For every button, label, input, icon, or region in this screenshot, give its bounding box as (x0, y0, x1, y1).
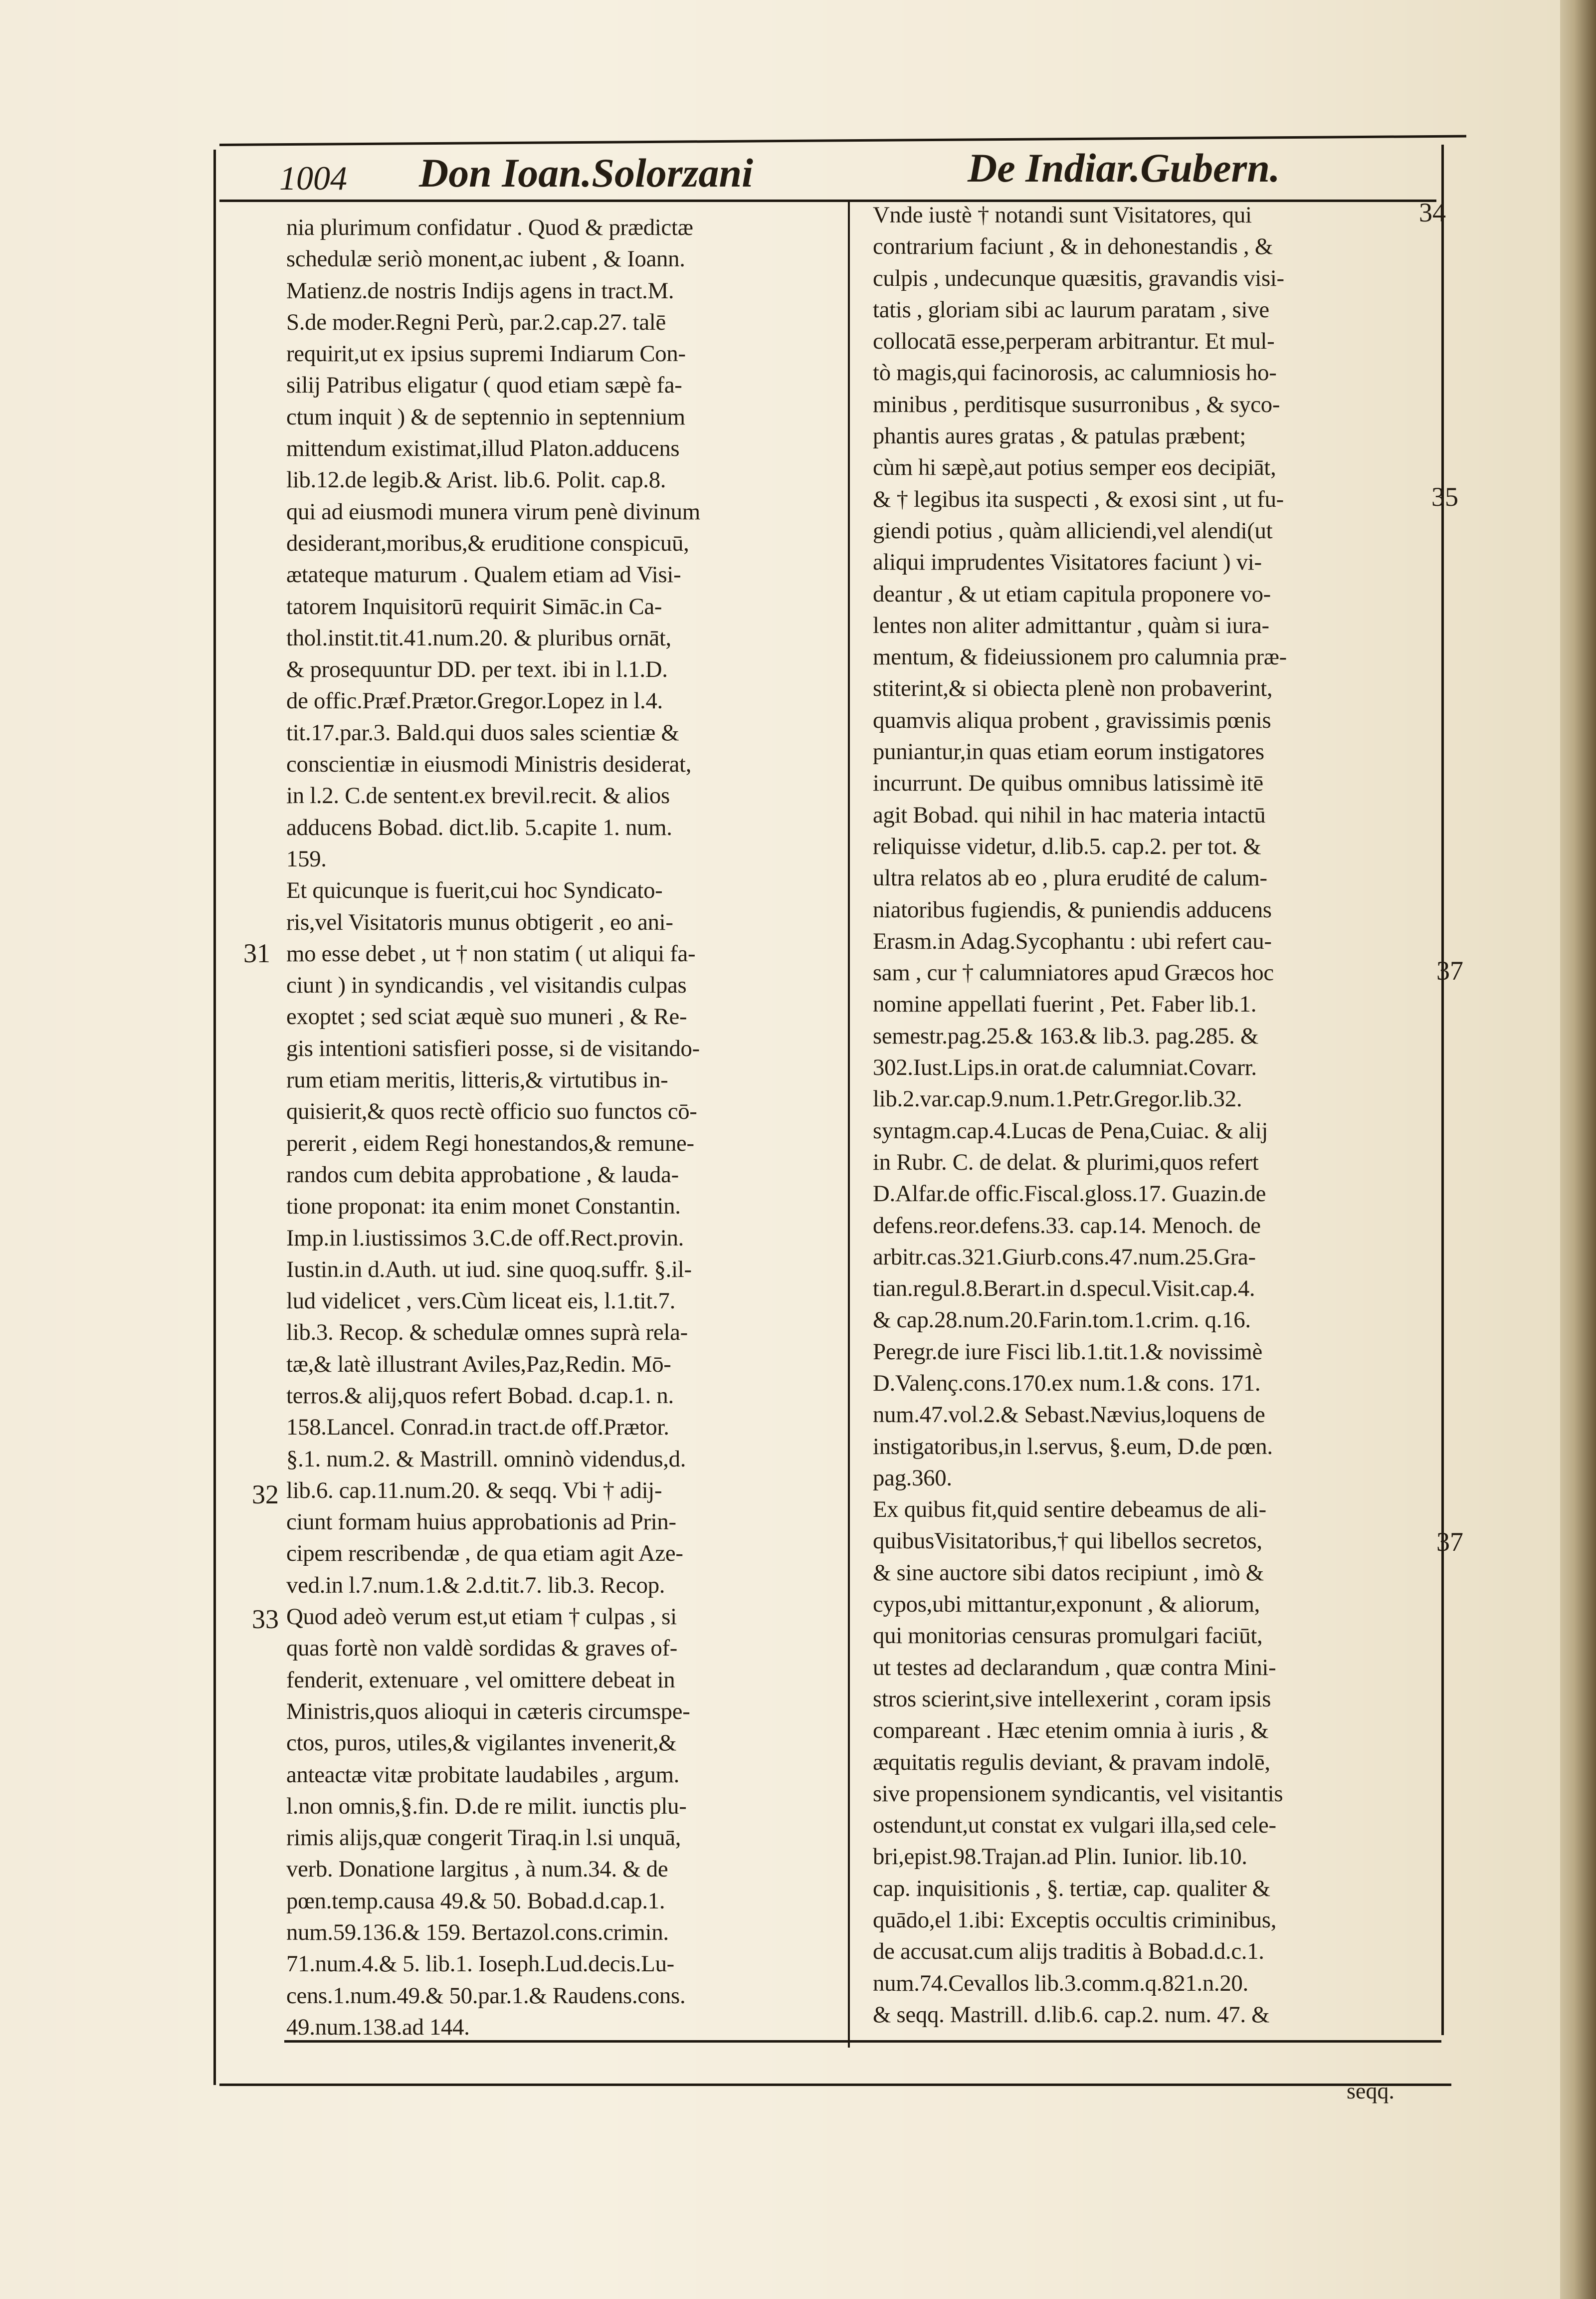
text-line: cens.1.num.49.& 50.par.1.& Raudens.cons. (286, 1982, 686, 2009)
text-line: verb. Donatione largitus , à num.34. & de (286, 1856, 668, 1882)
text-line: tatis , gloriam sibi ac laurum paratam , sive (873, 296, 1269, 323)
text-line: tatorem Inquisitorū requirit Simāc.in Ca- (286, 593, 662, 620)
text-line: fenderit, extenuare , vel omittere debeat in (286, 1667, 675, 1693)
text-line: tione proponat: ita enim monet Constantin. (286, 1193, 681, 1220)
margin-note-number: 37 (1436, 956, 1463, 986)
text-line: ciunt formam huius approbationis ad Prin- (286, 1509, 676, 1535)
text-line: & cap.28.num.20.Farin.tom.1.crim. q.16. (873, 1307, 1251, 1333)
text-line: in Rubr. C. de delat. & plurimi,quos refert (873, 1149, 1259, 1175)
text-line: collocatā esse,perperam arbitrantur. Et mul- (873, 328, 1275, 355)
page-bottom-rule (219, 2084, 1451, 2086)
text-line: mentum, & fideiussionem pro calumnia præ- (873, 644, 1287, 670)
text-line: rum etiam meritis, litteris,& virtutibus in- (286, 1067, 668, 1093)
text-line: D.Valenç.cons.170.ex num.1.& cons. 171. (873, 1370, 1261, 1396)
text-line: Erasm.in Adag.Sycophantu : ubi refert cau- (873, 928, 1272, 954)
text-line: Imp.in l.iustissimos 3.C.de off.Rect.provin. (286, 1225, 684, 1251)
text-line: cypos,ubi mittantur,exponunt , & aliorum, (873, 1591, 1260, 1618)
text-line: incurrunt. De quibus omnibus latissimè itē (873, 770, 1263, 797)
text-line: nia plurimum confidatur . Quod & prædictæ (286, 214, 693, 240)
text-line: lentes non aliter admittantur , quàm si iura- (873, 612, 1269, 638)
text-line: tæ,& latè illustrant Aviles,Paz,Redin. Mō- (286, 1351, 671, 1377)
text-line: in l.2. C.de sentent.ex brevil.recit. & alios (286, 783, 670, 809)
text-line: exoptet ; sed sciat æquè suo muneri , & Re- (286, 1004, 687, 1030)
text-line: lib.6. cap.11.num.20. & seqq. Vbi † adij- (286, 1477, 662, 1503)
text-line: lib.12.de legib.& Arist. lib.6. Polit. cap.8. (286, 467, 666, 493)
text-line: & sine auctore sibi datos recipiunt , imò & (873, 1559, 1264, 1586)
text-line: num.59.136.& 159. Bertazol.cons.crimin. (286, 1919, 669, 1946)
text-line: minibus , perditisque susurronibus , & syco- (873, 391, 1280, 418)
text-line: syntagm.cap.4.Lucas de Pena,Cuiac. & alij (873, 1117, 1268, 1144)
text-line: Peregr.de iure Fisci lib.1.tit.1.& novissimè (873, 1338, 1262, 1365)
text-line: æquitatis regulis deviant, & pravam indolē, (873, 1749, 1270, 1775)
text-line: 159. (286, 845, 327, 872)
text-line: stiterint,& si obiecta plenè non probaverint, (873, 675, 1273, 702)
text-line: Vnde iustè † notandi sunt Visitatores, qui (873, 202, 1252, 228)
running-head-author: Don Ioan.Solorzani (419, 150, 753, 196)
right-text-column (873, 200, 1439, 2031)
text-line: schedulæ seriò monent,ac iubent , & Ioann. (286, 246, 685, 272)
text-line: contrarium faciunt , & in dehonestandis , & (873, 233, 1273, 260)
text-line: thol.instit.tit.41.num.20. & pluribus ornāt, (286, 625, 671, 651)
page-number: 1004 (279, 159, 347, 197)
text-line: bri,epist.98.Trajan.ad Plin. Iunior. lib.10. (873, 1844, 1247, 1870)
text-line: 71.num.4.& 5. lib.1. Ioseph.Lud.decis.Lu- (286, 1951, 674, 1977)
text-line: lud videlicet , vers.Cùm liceat eis, l.1.tit.7. (286, 1288, 675, 1314)
text-line: aliqui imprudentes Visitatores faciunt ) vi- (873, 549, 1262, 576)
text-line: cùm hi sæpè,aut potius semper eos decipiāt, (873, 454, 1276, 481)
text-line: S.de moder.Regni Perù, par.2.cap.27. talē (286, 309, 666, 335)
text-line: compareant . Hæc etenim omnia à iuris , & (873, 1717, 1269, 1744)
text-line: tian.regul.8.Berart.in d.specul.Visit.cap.4. (873, 1275, 1255, 1302)
text-line: & seqq. Mastrill. d.lib.6. cap.2. num. 47. & (873, 2001, 1270, 2028)
text-line: mo esse debet , ut † non statim ( ut aliqui fa- (286, 940, 696, 967)
margin-note-number: 31 (243, 938, 270, 968)
text-line: lib.3. Recop. & schedulæ omnes suprà rela- (286, 1319, 688, 1346)
text-line: D.Alfar.de offic.Fiscal.gloss.17. Guazin.de (873, 1181, 1266, 1207)
text-line: Ministris,quos alioqui in cæteris circumspe- (286, 1698, 690, 1724)
text-line: conscientiæ in eiusmodi Ministris desiderat, (286, 751, 692, 778)
text-line: randos cum debita approbatione , & lauda- (286, 1161, 679, 1188)
text-line: deantur , & ut etiam capitula proponere vo- (873, 581, 1271, 607)
text-line: l.non omnis,§.fin. D.de re milit. iunctis plu- (286, 1793, 687, 1819)
text-line: rimis alijs,quæ congerit Tiraq.in l.si unquā, (286, 1825, 681, 1851)
text-line: tit.17.par.3. Bald.qui duos sales scientiæ & (286, 719, 679, 746)
margin-note-number: 33 (252, 1604, 279, 1634)
column-divider-rule (848, 202, 850, 2048)
text-line: culpis , undecunque quæsitis, gravandis visi- (873, 265, 1284, 291)
text-line: quisierit,& quos rectè officio suo functos cō- (286, 1098, 697, 1125)
text-line: reliquisse videtur, d.lib.5. cap.2. per tot. & (873, 833, 1261, 859)
text-line: Ex quibus fit,quid sentire debeamus de ali- (873, 1496, 1266, 1523)
text-line: quibusVisitatoribus,† qui libellos secretos, (873, 1528, 1262, 1554)
margin-note-number: 34 (1419, 198, 1446, 227)
text-line: quamvis aliqua probent , gravissimis pœnis (873, 707, 1271, 733)
text-line: puniantur,in quas etiam eorum instigatores (873, 739, 1264, 765)
text-line: lib.2.var.cap.9.num.1.Petr.Gregor.lib.32. (873, 1086, 1242, 1112)
page-edge (1560, 0, 1596, 2299)
text-line: pererit , eidem Regi honestandos,& remune- (286, 1130, 694, 1156)
text-line: ciunt ) in syndicandis , vel visitandis culpas (286, 972, 687, 999)
text-line: 302.Iust.Lips.in orat.de calumniat.Covarr. (873, 1054, 1257, 1081)
text-line: ris,vel Visitatoris munus obtigerit , eo ani- (286, 909, 673, 935)
text-line: sam , cur † calumniatores apud Græcos hoc (873, 960, 1274, 986)
text-line: mittendum existimat,illud Platon.adducens (286, 435, 680, 462)
catchword: seqq. (1347, 2078, 1395, 2103)
margin-note-number: 32 (252, 1479, 279, 1509)
text-line: num.47.vol.2.& Sebast.Nævius,loquens de (873, 1402, 1265, 1428)
text-line: pœn.temp.causa 49.& 50. Bobad.d.cap.1. (286, 1887, 665, 1914)
text-line: de offic.Præf.Prætor.Gregor.Lopez in l.4. (286, 688, 663, 714)
text-line: terros.& alij,quos refert Bobad. d.cap.1. n. (286, 1382, 674, 1409)
text-line: quādo,el 1.ibi: Exceptis occultis criminibus, (873, 1907, 1277, 1933)
text-line: Quod adeò verum est,ut etiam † culpas , si (286, 1604, 677, 1630)
running-head-subject: De Indiar.Gubern. (968, 145, 1280, 191)
text-line: & † legibus ita suspecti , & exosi sint , ut fu- (873, 486, 1284, 512)
text-line: num.74.Cevallos lib.3.comm.q.821.n.20. (873, 1970, 1248, 1996)
text-line: ctum inquit ) & de septennio in septennium (286, 404, 685, 430)
text-line: cipem rescribendæ , de qua etiam agit Aze- (286, 1540, 683, 1567)
text-line: instigatoribus,in l.servus, §.eum, D.de pœn. (873, 1433, 1273, 1460)
text-line: ostendunt,ut constat ex vulgari illa,sed cele- (873, 1812, 1276, 1839)
text-line: silij Patribus eligatur ( quod etiam sæpè fa- (286, 372, 682, 399)
text-line: 49.num.138.ad 144. (286, 2014, 470, 2040)
text-line: Et quicunque is fuerit,cui hoc Syndicato- (286, 877, 663, 904)
text-line: ved.in l.7.num.1.& 2.d.tit.7. lib.3. Recop. (286, 1572, 665, 1598)
margin-note-number: 35 (1431, 482, 1458, 512)
text-line: requirit,ut ex ipsius supremi Indiarum Con- (286, 341, 686, 367)
text-line: tò magis,qui facinorosis, ac calumniosis ho- (873, 360, 1277, 386)
text-line: desiderant,moribus,& eruditione conspicuū, (286, 530, 689, 556)
text-line: quas fortè non valdè sordidas & graves of- (286, 1635, 678, 1662)
text-line: ætateque maturum . Qualem etiam ad Visi- (286, 562, 681, 588)
text-line: ctos, puros, utiles,& vigilantes invenerit,& (286, 1730, 677, 1756)
text-line: stros scierint,sive intellexerint , coram ipsis (873, 1685, 1271, 1712)
text-line: agit Bobad. qui nihil in hac materia intactū (873, 802, 1266, 828)
text-line: ultra relatos ab eo , plura erudité de calum- (873, 865, 1267, 891)
text-line: 158.Lancel. Conrad.in tract.de off.Prætor. (286, 1414, 669, 1441)
text-line: phantis aures gratas , & patulas præbent; (873, 423, 1246, 449)
left-text-column (286, 212, 840, 2043)
text-line: sive propensionem syndicantis, vel visitantis (873, 1780, 1283, 1807)
text-line: niatoribus fugiendis, & puniendis adducens (873, 896, 1272, 923)
text-line: nomine appellati fuerint , Pet. Faber lib.1. (873, 991, 1257, 1018)
text-line: qui monitorias censuras promulgari faciūt, (873, 1623, 1263, 1649)
text-line: semestr.pag.25.& 163.& lib.3. pag.285. & (873, 1023, 1259, 1049)
text-line: ut testes ad declarandum , quæ contra Mini- (873, 1654, 1276, 1680)
text-line: Matienz.de nostris Indijs agens in tract.M. (286, 277, 674, 304)
text-line: adducens Bobad. dict.lib. 5.capite 1. num. (286, 814, 672, 840)
text-line: §.1. num.2. & Mastrill. omninò videndus,d. (286, 1446, 686, 1472)
frame-right-rule (1441, 145, 1444, 2035)
text-line: cap. inquisitionis , §. tertiæ, cap. qualiter & (873, 1875, 1270, 1901)
text-line: & prosequuntur DD. per text. ibi in l.1.D. (286, 656, 668, 683)
text-line: Iustin.in d.Auth. ut iud. sine quoq.suffr. §.il- (286, 1256, 692, 1282)
margin-note-number: 37 (1436, 1527, 1463, 1557)
text-line: gis intentioni satisfieri posse, si de visitando- (286, 1035, 700, 1061)
text-line: anteactæ vitæ probitate laudabiles , argum. (286, 1761, 680, 1788)
frame-left-rule (213, 150, 216, 2085)
text-line: arbitr.cas.321.Giurb.cons.47.num.25.Gra- (873, 1244, 1256, 1270)
text-line: giendi potius , quàm alliciendi,vel alendi(ut (873, 517, 1273, 544)
text-line: pag.360. (873, 1464, 952, 1491)
text-line: qui ad eiusmodi munera virum penè divinum (286, 498, 700, 525)
text-line: defens.reor.defens.33. cap.14. Menoch. de (873, 1212, 1261, 1239)
text-line: de accusat.cum alijs traditis à Bobad.d.c.1. (873, 1938, 1264, 1965)
